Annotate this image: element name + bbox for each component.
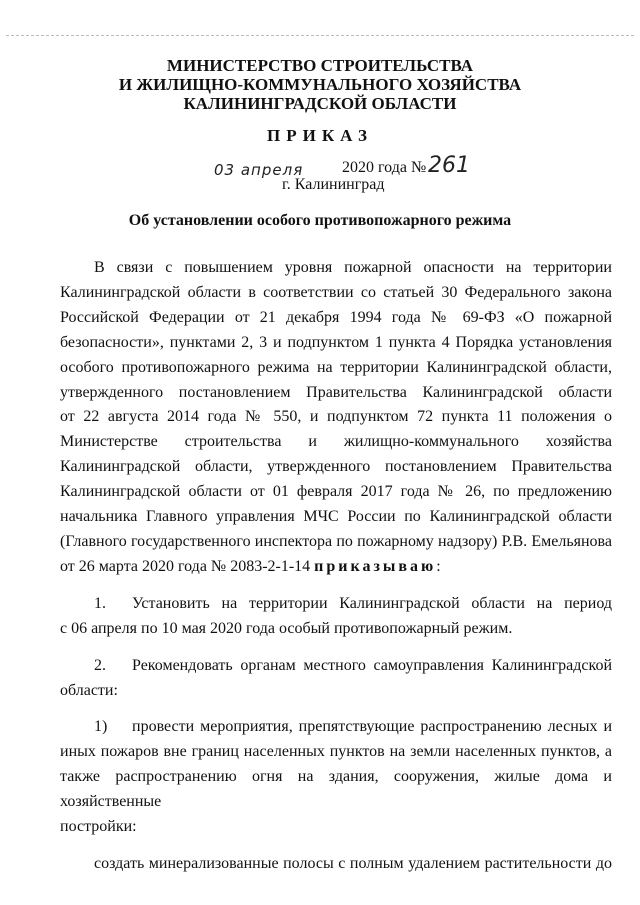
subitem-line: также распространению огня на здания, сооружения, жилые дома и хозяйственные <box>60 768 612 811</box>
subitem-line: постройки: <box>60 818 137 836</box>
colon: : <box>436 557 441 575</box>
order-year: 2020 года № <box>342 159 427 176</box>
ministry-header <box>0 56 640 113</box>
body-line-final <box>60 555 612 580</box>
order-title: Об установлении особого противопожарного режима <box>128 212 512 229</box>
body-line: В связи с повышением уровня пожарной опасности на территории <box>94 259 612 276</box>
body-line: от 22 августа 2014 года № 550, и подпунктом 72 пункта 11 положения о <box>60 408 612 426</box>
item-text: Установить на территории Калининградской области на период <box>132 594 612 612</box>
ministry-line-2: И ЖИЛИЩНО-КОММУНАЛЬНОГО ХОЗЯЙСТВА <box>118 75 522 94</box>
body-line: Российской Федерации от 21 декабря 1994 года № 69-ФЗ «О пожарной <box>60 308 612 326</box>
item-2 <box>60 654 612 679</box>
body-line: начальника Главного управления МЧС России по Калининградской области <box>60 508 612 526</box>
item-1 <box>60 592 612 617</box>
ministry-line-3: КАЛИНИНГРАДСКОЙ ОБЛАСТИ <box>183 94 457 113</box>
order-body <box>60 256 612 877</box>
item-text: Рекомендовать органам местного самоуправления Калининградской <box>132 656 612 674</box>
body-line: Министерстве строительства и жилищно-коммунального хозяйства <box>60 433 612 451</box>
handwritten-date: 03 апреля <box>214 161 304 179</box>
body-line: Калининградской области, утвержденного постановлением Правительства <box>60 458 612 476</box>
item-number: 2. <box>94 656 106 674</box>
subitem-line: иных пожаров вне границ населенных пунктов на земли населенных пунктов, а <box>60 743 612 761</box>
city: г. Калининград <box>282 176 385 193</box>
subitem-text: провести мероприятия, препятствующие распространению лесных и <box>132 718 612 736</box>
body-line: (Главного государственного инспектора по пожарному надзору) Р.В. Емельянова <box>60 532 612 550</box>
scan-edge-divider <box>6 35 634 36</box>
item-2-continuation: области: <box>60 681 118 699</box>
body-line: Калининградской области от 01 февраля 2017 года № 26, по предложению <box>60 483 612 501</box>
document-type: ПРИКАЗ <box>267 126 373 145</box>
ministry-line-1: МИНИСТЕРСТВО СТРОИТЕЛЬСТВА <box>166 56 474 75</box>
item-number: 1. <box>94 594 106 612</box>
body-line: Калининградской области в соответствии со статьей 30 Федерального закона <box>60 283 612 301</box>
body-line: безопасности», пунктами 2, 3 и подпунктом 1 пункта 4 Порядка установления <box>60 333 612 351</box>
body-line: особого противопожарного режима на территории Калининградской области, <box>60 358 612 376</box>
body-line: утвержденного постановлением Правительства Калининградской области <box>60 383 612 401</box>
handwritten-number: 261 <box>428 153 470 178</box>
item-1-continuation: с 06 апреля по 10 мая 2020 года особый противопожарный режим. <box>60 619 513 637</box>
prikazyvayu-keyword: приказываю <box>314 557 437 575</box>
subitem-1 <box>60 715 612 740</box>
reference-text: от 26 марта 2020 года № 2083-2-1-14 <box>60 557 311 575</box>
subitem-number: 1) <box>94 718 108 736</box>
body-line: создать минерализованные полосы с полным удалением растительности до <box>94 854 612 872</box>
